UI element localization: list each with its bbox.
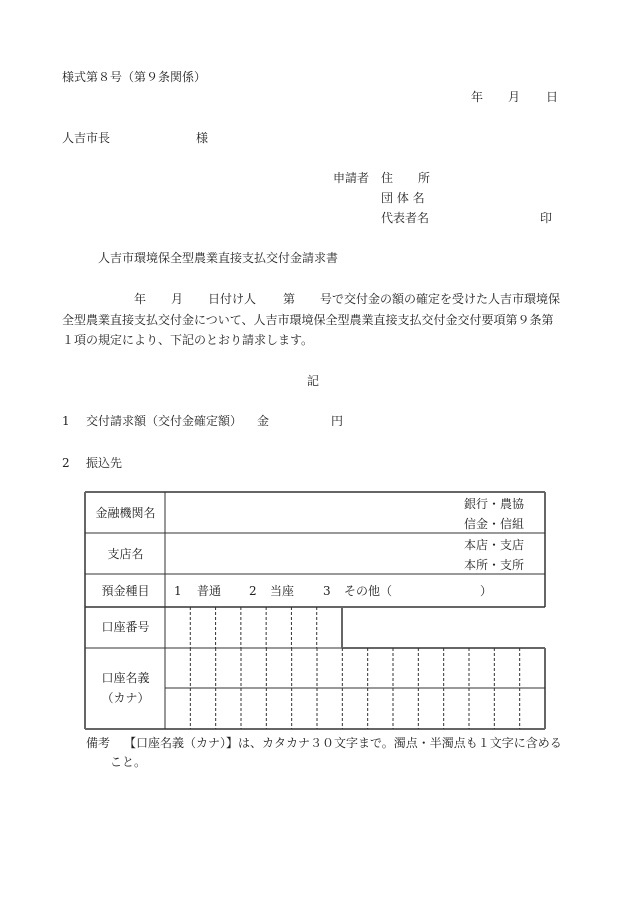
address-label-a: 住 (381, 171, 394, 185)
item2-number: 2 (62, 456, 70, 470)
item1-number: 1 (62, 414, 70, 428)
body-line3: １項の規定により、下記のとおり請求します。 (62, 333, 314, 347)
applicant-label: 申請者 (333, 171, 370, 185)
document-title: 人吉市環境保全型農業直接支払交付金請求書 (98, 251, 339, 265)
bank-types-1: 銀行・農協 (464, 497, 525, 511)
account-number-label: 口座番号 (101, 620, 150, 634)
note-line2: こと。 (110, 755, 147, 769)
ki-heading: 記 (307, 374, 320, 388)
body-no: 第 (283, 292, 296, 306)
item1-yen: 円 (331, 414, 344, 428)
body-line2: 全型農業直接支払交付金について、人吉市環境保全型農業直接支払交付金交付要項第９条第 (62, 313, 554, 327)
addressee: 人吉市長 (62, 131, 111, 145)
bank-types-2: 信金・信組 (464, 517, 525, 531)
representative-label: 代表者名 (381, 211, 430, 225)
form-number: 様式第８号（第９条関係） (62, 70, 207, 84)
item1-kin: 金 (257, 414, 270, 428)
branch-types-1: 本店・支店 (464, 538, 525, 552)
group-name-label: 団 体 名 (381, 191, 425, 205)
body-dated: 日付け人 (208, 292, 257, 306)
branch-types-2: 本所・支所 (464, 558, 525, 572)
item2-label: 振込先 (86, 456, 123, 470)
account-name-kana-label: （カナ） (101, 691, 150, 705)
date-month: 月 (508, 90, 521, 104)
item1-label: 交付請求額（交付金確定額） (86, 414, 243, 428)
body-line1: 号で交付金の額の確定を受けた人吉市環境保 (320, 292, 561, 306)
note-label: 備考 (86, 736, 111, 750)
deposit-other-close: ） (480, 584, 493, 598)
deposit-label: 預金種目 (101, 584, 150, 598)
bank-label: 金融機関名 (95, 506, 156, 520)
deposit-option-1-num: 1 (174, 584, 182, 598)
seal-mark: 印 (540, 211, 553, 225)
account-name-label: 口座名義 (101, 671, 150, 685)
deposit-option-2-num: 2 (249, 584, 257, 598)
body-month: 月 (171, 292, 184, 306)
address-label-b: 所 (418, 171, 431, 185)
deposit-option-3-num: 3 (323, 584, 331, 598)
honorific: 様 (196, 131, 209, 145)
date-year: 年 (471, 90, 484, 104)
deposit-option-other[interactable]: その他（ (344, 584, 393, 598)
date-day: 日 (546, 90, 559, 104)
branch-label: 支店名 (107, 547, 144, 561)
deposit-option-current[interactable]: 当座 (270, 584, 295, 598)
deposit-option-ordinary[interactable]: 普通 (197, 584, 222, 598)
body-year: 年 (134, 292, 147, 306)
note-line1: 【口座名義（カナ）】は、カタカナ３０文字まで。濁点・半濁点も１文字に含める (124, 736, 562, 750)
